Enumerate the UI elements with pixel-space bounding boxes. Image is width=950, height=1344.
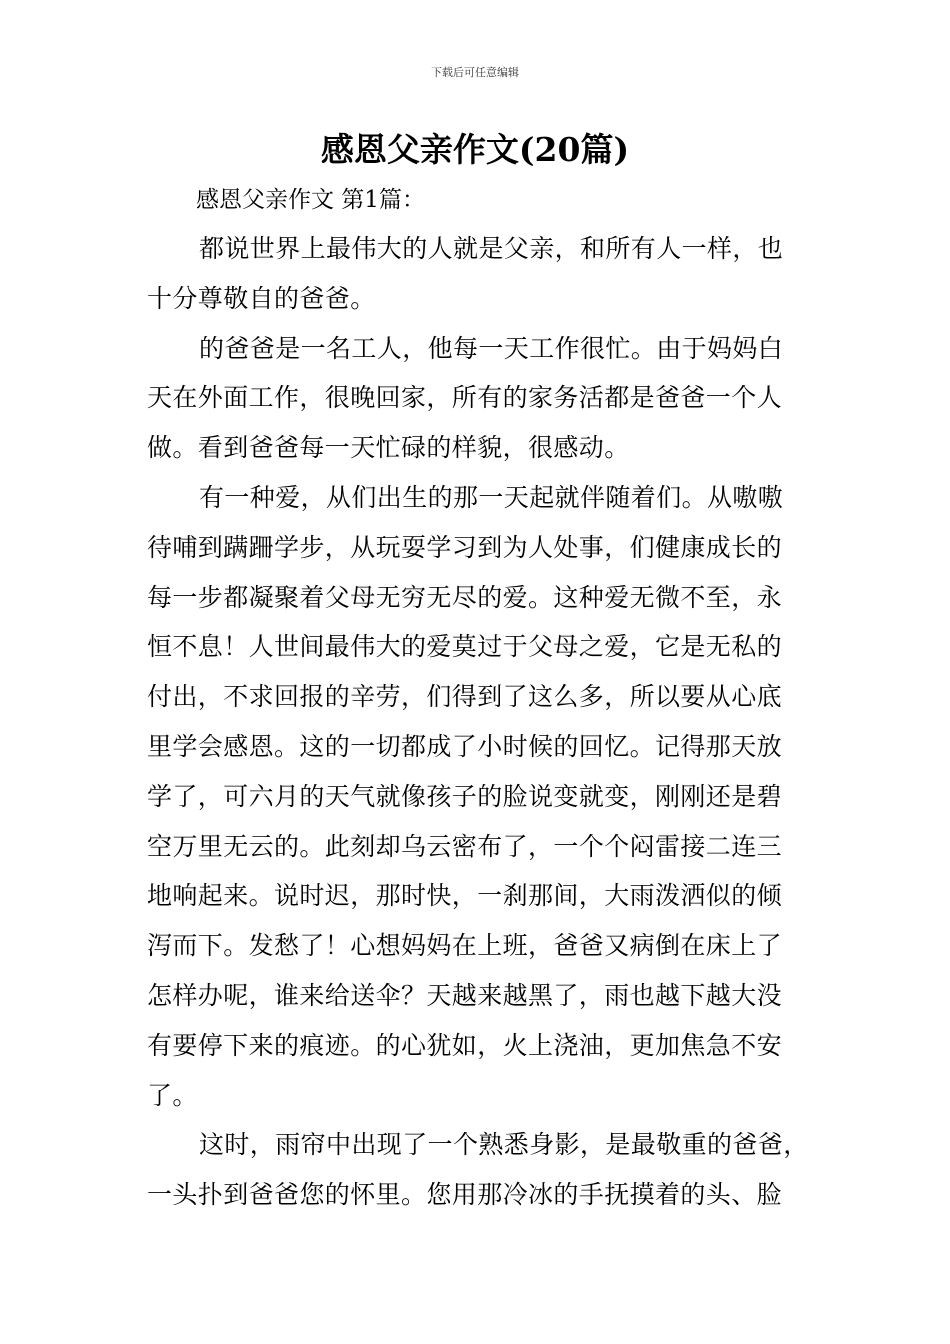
paragraph-line: 地响起来。说时迟，那时快，一刹那间，大雨泼洒似的倾	[147, 881, 783, 911]
paragraph-line: 做。看到爸爸每一天忙碌的样貌，很感动。	[147, 433, 630, 463]
paragraph-line: 了。	[147, 1080, 198, 1110]
paragraph-line: 有一种爱，从们出生的那一天起就伴随着们。从嗷嗷	[199, 482, 784, 512]
paragraph-line: 恒不息！人世间最伟大的爱莫过于父母之爱，它是无私的	[147, 632, 783, 662]
paragraph-line: 待哺到蹒跚学步，从玩耍学习到为人处事，们健康成长的	[147, 532, 783, 562]
paragraph-line: 一头扑到爸爸您的怀里。您用那冷冰的手抚摸着的头、脸	[147, 1180, 783, 1210]
paragraph-line: 有要停下来的痕迹。的心犹如，火上浇油，更加焦急不安	[147, 1030, 783, 1060]
paragraph-line: 的爸爸是一名工人，他每一天工作很忙。由于妈妈白	[199, 333, 784, 363]
paragraph-line: 学了，可六月的天气就像孩子的脸说变就变，刚刚还是碧	[147, 781, 783, 811]
body-text	[147, 224, 823, 1220]
section-heading: 感恩父亲作文 第1篇：	[196, 187, 425, 213]
paragraph-line: 里学会感恩。这的一切都成了小时候的回忆。记得那天放	[147, 731, 783, 761]
paragraph-line: 泻而下。发愁了！心想妈妈在上班，爸爸又病倒在床上了	[147, 931, 783, 961]
paragraph-line: 十分尊敬自的爸爸。	[147, 283, 376, 313]
paragraph-line: 每一步都凝聚着父母无穷无尽的爱。这种爱无微不至，永	[147, 582, 783, 612]
header-note: 下载后可任意编辑	[431, 66, 519, 79]
paragraph-line: 空万里无云的。此刻却乌云密布了，一个个闷雷接二连三	[147, 831, 783, 861]
document-title: 感恩父亲作文(20篇)	[320, 130, 630, 169]
paragraph-line: 都说世界上最伟大的人就是父亲，和所有人一样，也	[199, 234, 784, 263]
paragraph-line: 天在外面工作，很晚回家，所有的家务活都是爸爸一个人	[147, 383, 783, 413]
paragraph-line: 付出，不求回报的辛劳，们得到了这么多，所以要从心底	[147, 682, 783, 712]
paragraph-line: 这时，雨帘中出现了一个熟悉身影，是最敬重的爸爸，	[199, 1130, 809, 1160]
paragraph-line: 怎样办呢，谁来给送伞？天越来越黑了，雨也越下越大没	[147, 980, 783, 1010]
